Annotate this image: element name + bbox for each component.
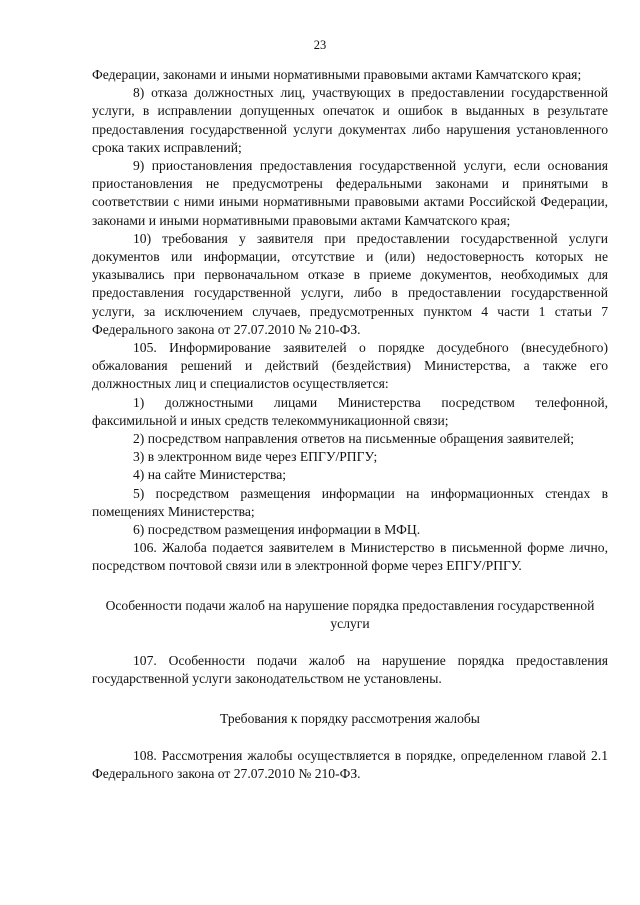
list-item-2: 2) посредством направления ответов на письменные обращения заявителей; — [133, 431, 575, 447]
spacer — [92, 633, 608, 652]
page-number: 23 — [313, 38, 327, 52]
section-heading-review-requirements: Требования к порядку рассмотрения жалобы — [220, 710, 480, 726]
paragraph-item-9: 9) приостановления предоставления государственной услуги, если основания приостановления не предусмотрены федеральными законами и принятыми в соответствии с ними иными нормативными правовыми актами Российской Федерации, законами и иными нормативными правовыми актами Камчатского края; — [92, 158, 608, 228]
paragraph-105: 105. Информирование заявителей о порядке досудебного (внесудебного) обжалования решений и действий (бездействия) Министерства, а также его должностных лиц и специалистов осуществляется: — [92, 340, 608, 392]
spacer — [92, 728, 608, 747]
section-heading-complaint-features: Особенности подачи жалоб на нарушение порядка предоставления государственной услуги — [105, 597, 595, 631]
paragraph-106: 106. Жалоба подается заявителем в Министерство в письменной форме лично, посредством почтовой связи или в электронной форме через ЕПГУ/РПГУ. — [92, 540, 608, 574]
paragraph-item-10: 10) требования у заявителя при предоставлении государственной услуги документов или информации, отсутствие и (или) недостоверность которых не указывались при первоначальном отказе в приеме документов, необходимых для предоставления государственной услуги, либо в предоставлении государственной услуги, за исключением случаев, предусмотренных пунктом 4 части 1 статьи 7 Федерального закона от 27.07.2010 № 210-ФЗ. — [92, 230, 608, 337]
paragraph-continuation: Федерации, законами и иными нормативными правовыми актами Камчатского края; — [92, 67, 582, 82]
spacer — [92, 689, 608, 710]
spacer — [92, 576, 608, 597]
list-item-5: 5) посредством размещения информации на информационных стендах в помещениях Министерства; — [92, 485, 608, 519]
list-item-1: 1) должностными лицами Министерства посредством телефонной, факсимильной и иных средств телекоммуникационной связи; — [92, 394, 608, 428]
list-item-3: 3) в электронном виде через ЕПГУ/РПГУ; — [133, 449, 378, 465]
document-body — [92, 66, 608, 783]
paragraph-108: 108. Рассмотрения жалобы осуществляется в порядке, определенном главой 2.1 Федерального закона от 27.07.2010 № 210-ФЗ. — [92, 747, 608, 781]
paragraph-item-8: 8) отказа должностных лиц, участвующих в предоставлении государственной услуги, в исправлении допущенных опечаток и ошибок в выданных в результате предоставления государственной услуги документах либо нарушения установленного срока таких исправлений; — [92, 85, 608, 155]
paragraph-107: 107. Особенности подачи жалоб на нарушение порядка предоставления государственной услуги законодательством не установлены. — [92, 653, 608, 687]
list-item-4: 4) на сайте Министерства; — [133, 467, 287, 483]
list-item-6: 6) посредством размещения информации в МФЦ. — [133, 522, 421, 538]
